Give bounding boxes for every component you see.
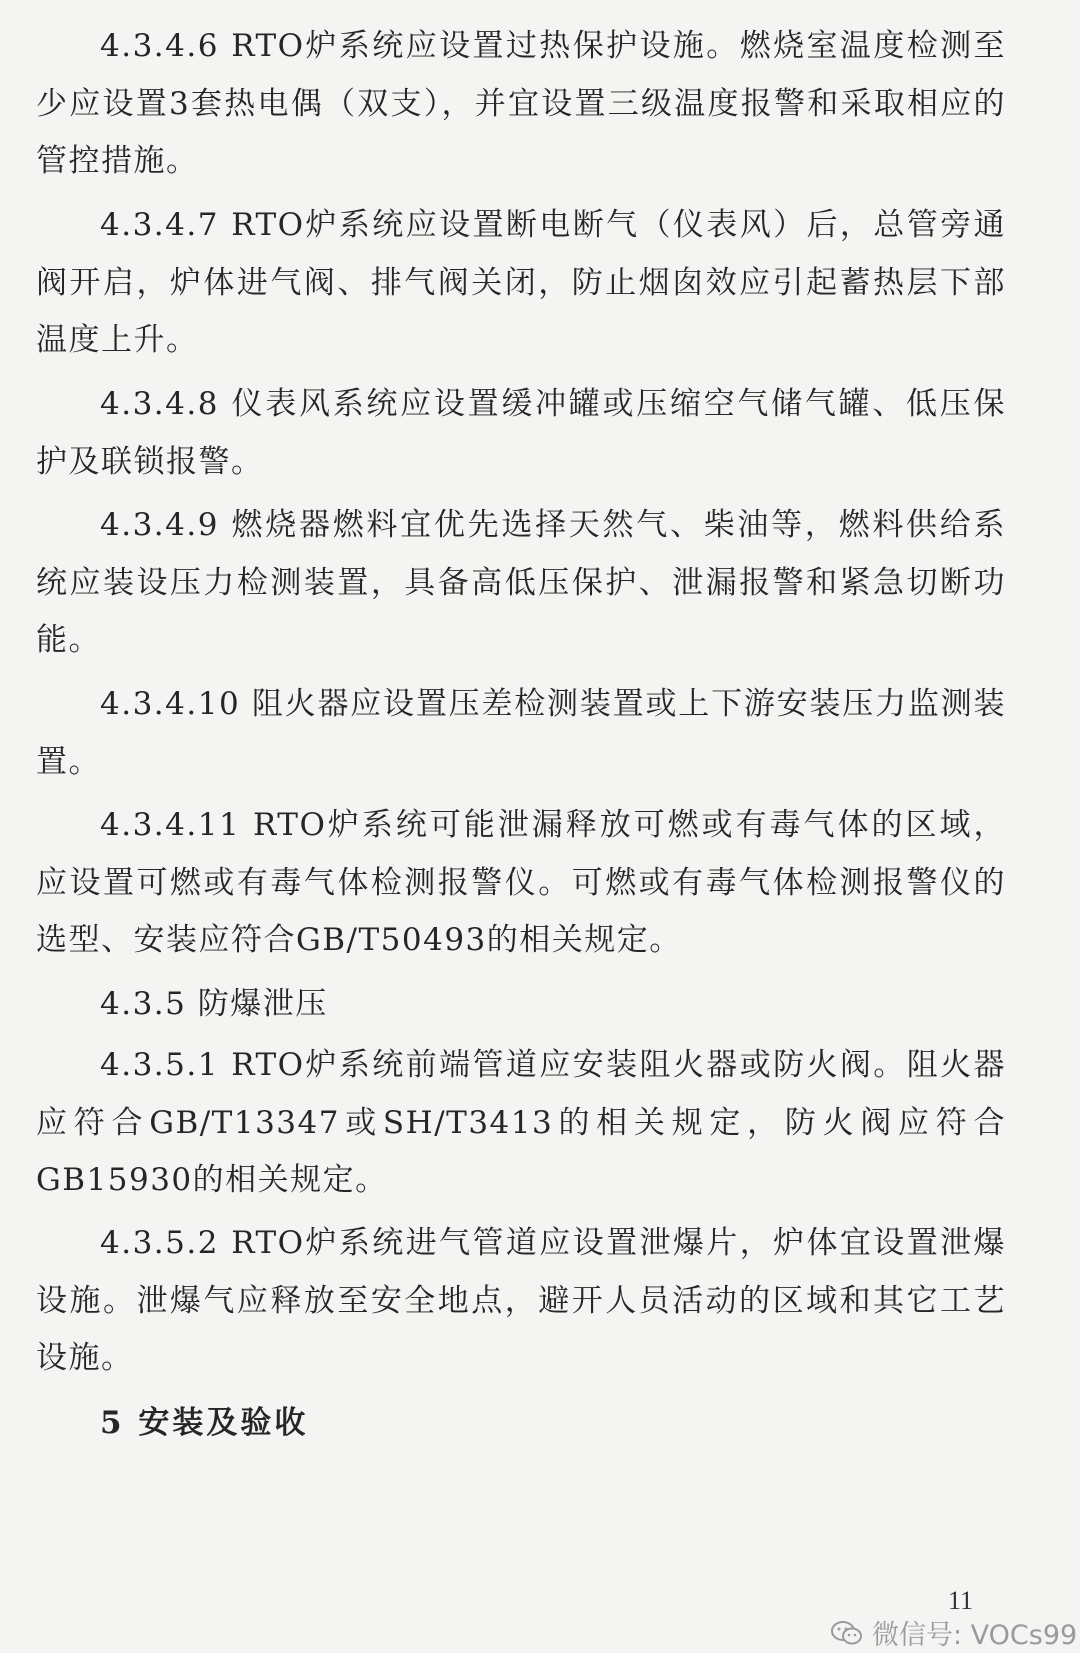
paragraph-4-3-4-11: 4.3.4.11 RTO炉系统可能泄漏释放可燃或有毒气体的区域，应设置可燃或有毒气体检测报警仪。可燃或有毒气体检测报警仪的选型、安装应符合GB/T50493的相关规定。 [36, 807, 1006, 958]
paragraph-4-3-4-8: 4.3.4.8 仪表风系统应设置缓冲罐或压缩空气储气罐、低压保护及联锁报警。 [36, 386, 1006, 480]
section-title-5: 5 安装及验收 [100, 1405, 309, 1441]
paragraph-4-3-4-10: 4.3.4.10 阻火器应设置压差检测装置或上下游安装压力监测装置。 [36, 686, 1006, 780]
wechat-icon [830, 1620, 864, 1646]
paragraph-4-3-4-7: 4.3.4.7 RTO炉系统应设置断电断气（仪表风）后，总管旁通阀开启，炉体进气阀、排气阀关闭，防止烟囱效应引起蓄热层下部温度上升。 [36, 207, 1006, 358]
paragraph-4-3-4-9: 4.3.4.9 燃烧器燃料宜优先选择天然气、柴油等，燃料供给系统应装设压力检测装置，具备高低压保护、泄漏报警和紧急切断功能。 [36, 507, 1006, 658]
paragraph-4-3-4-6: 4.3.4.6 RTO炉系统应设置过热保护设施。燃烧室温度检测至少应设置3套热电偶（双支），并宜设置三级温度报警和采取相应的管控措施。 [36, 28, 1006, 179]
page-number: 11 [948, 1586, 974, 1615]
paragraph-4-3-5-2: 4.3.5.2 RTO炉系统进气管道应设置泄爆片，炉体宜设置泄爆设施。泄爆气应释放至安全地点，避开人员活动的区域和其它工艺设施。 [36, 1225, 1006, 1376]
paragraph-4-3-5-1: 4.3.5.1 RTO炉系统前端管道应安装阻火器或防火阀。阻火器应符合GB/T13347或SH/T3413的相关规定，防火阀应符合GB15930的相关规定。 [36, 1047, 1006, 1198]
heading-4-3-5: 4.3.5 防爆泄压 [100, 986, 328, 1022]
watermark-text: 微信号: VOCs99 [872, 1620, 1078, 1651]
wechat-watermark [830, 1613, 1077, 1652]
